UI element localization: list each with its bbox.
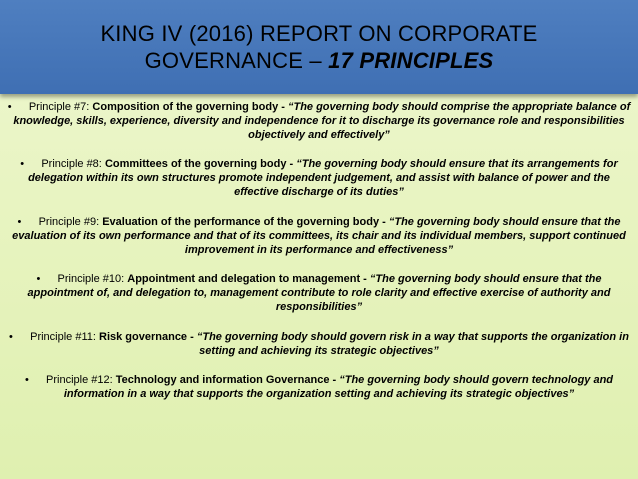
principle-name: Appointment and delegation to management - xyxy=(127,273,367,285)
principle-quote: “The governing body should govern technology and information in a way that supports the organization setting and achieving its strategic objectives” xyxy=(63,374,614,400)
bullet-icon: • xyxy=(7,101,12,113)
principle-item-7 xyxy=(6,100,632,142)
principle-quote: “The governing body should ensure that the appointment of, and delegation to, management contribute to role clarity and effective exercise of authority and responsibilities” xyxy=(27,273,611,313)
principle-number: Principle #11: xyxy=(30,331,96,343)
principle-number: Principle #8: xyxy=(41,158,102,170)
title-emphasis: 17 PRINCIPLES xyxy=(328,48,494,73)
principle-name: Composition of the governing body - xyxy=(92,101,285,113)
title-banner xyxy=(0,0,638,94)
principles-list xyxy=(0,98,638,479)
principle-quote: “The governing body should ensure that the evaluation of its own performance and that of its committees, its chair and its individual members, support continued improvement in its performance and effectiveness” xyxy=(12,216,626,256)
principle-quote: “The governing body should ensure that its arrangements for delegation within its own structures promote independent judgement, and assist with balance of power and the effective discharge of its duties” xyxy=(28,158,618,198)
principle-item-9 xyxy=(6,215,632,257)
bullet-icon: • xyxy=(24,374,29,386)
slide-title-line-1: KING IV (2016) REPORT ON CORPORATE xyxy=(100,21,538,46)
principle-quote: “The governing body should govern risk in a way that supports the organization in setting and achieving its strategic objectives” xyxy=(196,331,629,357)
principle-number: Principle #7: xyxy=(28,101,90,113)
bullet-icon: • xyxy=(9,331,13,343)
principle-number: Principle #10: xyxy=(57,273,125,285)
principle-name: Technology and information Governance - xyxy=(115,374,337,386)
slide-title-line-2 xyxy=(145,47,494,74)
bullet-icon: • xyxy=(20,158,25,170)
principle-item-12 xyxy=(6,373,632,401)
principle-item-10 xyxy=(6,272,632,314)
principle-number: Principle #12: xyxy=(46,374,113,386)
bullet-icon: • xyxy=(17,216,22,228)
principle-name: Committees of the governing body - xyxy=(104,158,294,170)
principle-name: Evaluation of the performance of the governing body - xyxy=(102,216,386,228)
principle-item-11 xyxy=(6,330,632,358)
bullet-icon: • xyxy=(36,273,41,285)
principle-item-8 xyxy=(6,157,632,199)
principle-number: Principle #9: xyxy=(38,216,100,228)
principle-name: Risk governance - xyxy=(99,331,194,343)
title-prefix: GOVERNANCE – xyxy=(144,48,329,73)
principle-quote: “The governing body should comprise the appropriate balance of knowledge, skills, experience, diversity and independence for it to discharge its governance role and responsibilities objectively and effectively” xyxy=(13,101,631,141)
